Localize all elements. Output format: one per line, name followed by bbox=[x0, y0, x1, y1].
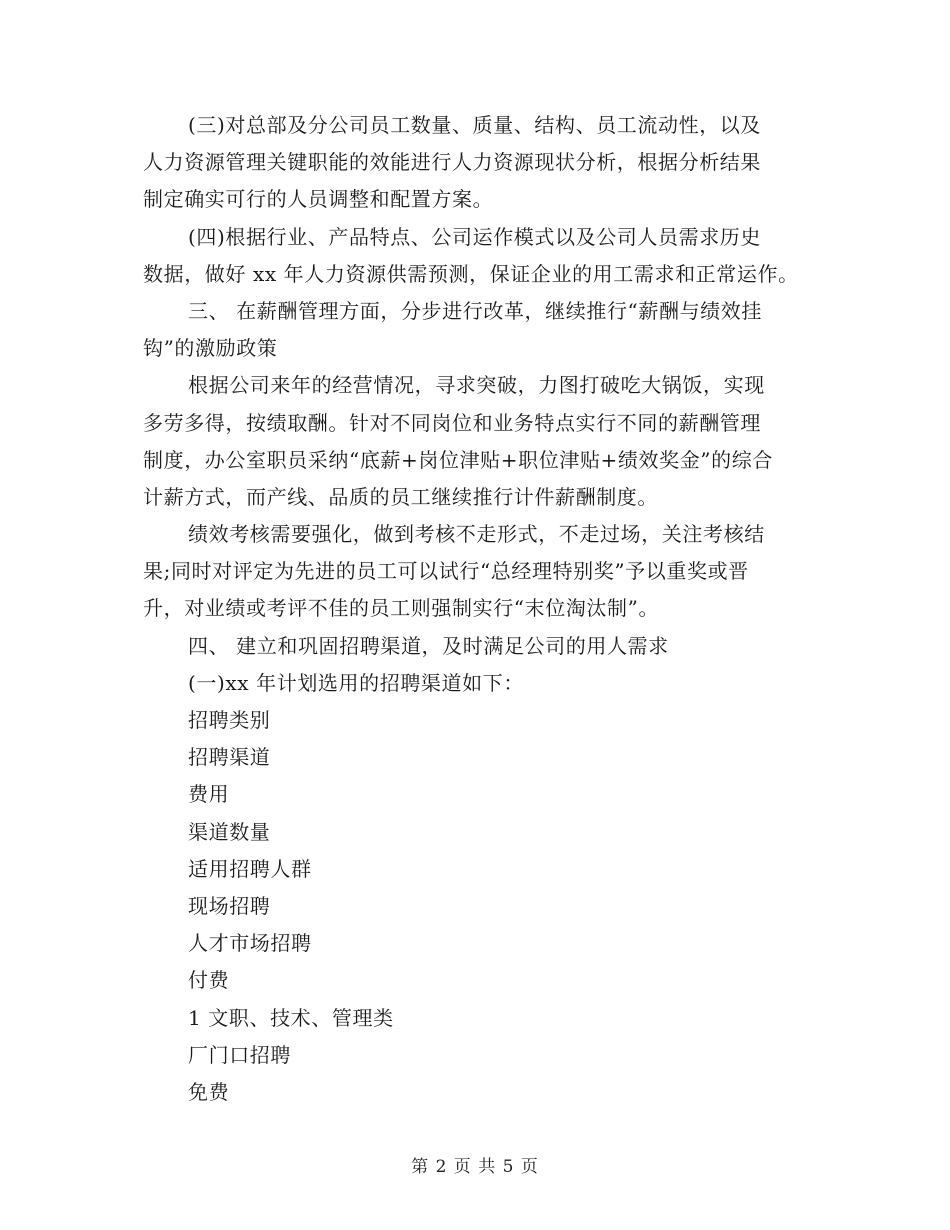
text-line: 计薪方式，而产线、品质的员工继续推行计件薪酬制度。 bbox=[143, 484, 658, 509]
document-body bbox=[143, 107, 813, 1111]
text-line: 钩”的激励政策 bbox=[143, 336, 278, 361]
text-line: 人才市场招聘 bbox=[188, 931, 312, 956]
text-line: 1 文职、技术、管理类 bbox=[188, 1005, 394, 1030]
text-line: 厂门口招聘 bbox=[188, 1042, 291, 1067]
text-line: 四、 建立和巩固招聘渠道，及时满足公司的用人需求 bbox=[188, 633, 669, 658]
text-line: 根据公司来年的经营情况，寻求突破，力图打破吃大锅饭，实现 bbox=[188, 373, 765, 398]
text-line: 适用招聘人群 bbox=[188, 856, 312, 881]
text-line: 绩效考核需要强化，做到考核不走形式，不走过场，关注考核结 bbox=[188, 522, 765, 547]
text-line: 数据，做好 xx 年人力资源供需预测，保证企业的用工需求和正常运作。 bbox=[143, 261, 799, 286]
text-line: 付费 bbox=[188, 968, 230, 993]
text-line: (三)对总部及分公司员工数量、质量、结构、员工流动性，以及 bbox=[188, 113, 762, 137]
text-line: 升，对业绩或考评不佳的员工则强制实行“末位淘汰制”。 bbox=[143, 596, 660, 621]
text-line: 现场招聘 bbox=[188, 893, 271, 918]
page-footer: 第 2 页 共 5 页 bbox=[411, 1157, 539, 1177]
text-line: 制定确实可行的人员调整和配置方案。 bbox=[143, 187, 494, 212]
text-line: 招聘类别 bbox=[188, 708, 271, 732]
text-line: 免费 bbox=[188, 1079, 230, 1104]
text-line: (四)根据行业、产品特点、公司运作模式以及公司人员需求历史 bbox=[188, 224, 762, 249]
text-line: 制度，办公室职员采纳“底薪+岗位津贴+职位津贴+绩效奖金”的综合 bbox=[143, 447, 773, 472]
text-line: 多劳多得，按绩取酬。针对不同岗位和业务特点实行不同的薪酬管理 bbox=[143, 410, 761, 435]
text-line: 果;同时对评定为先进的员工可以试行“总经理特别奖”予以重奖或晋 bbox=[143, 559, 749, 584]
text-line: 三、 在薪酬管理方面，分步进行改革，继续推行“薪酬与绩效挂 bbox=[188, 298, 762, 323]
text-line: 费用 bbox=[188, 782, 230, 807]
text-line: 渠道数量 bbox=[188, 819, 271, 844]
text-line: (一)xx 年计划选用的招聘渠道如下： bbox=[188, 670, 524, 695]
text-line: 招聘渠道 bbox=[188, 745, 271, 770]
text-line: 人力资源管理关键职能的效能进行人力资源现状分析，根据分析结果 bbox=[143, 150, 761, 175]
